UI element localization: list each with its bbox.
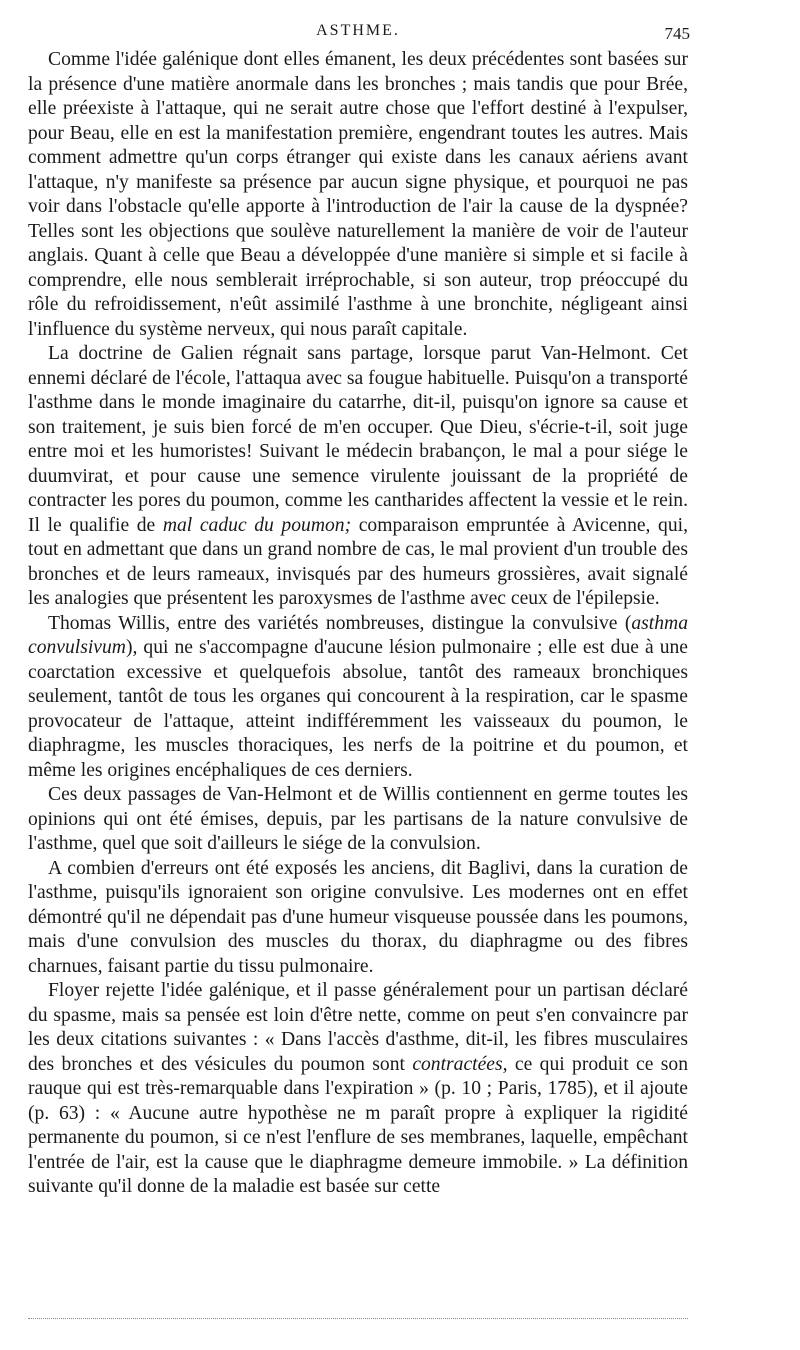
text-segment: Floyer rejette l'idée galénique, et il passe généralement pour un partisan déclaré du spasme, mais sa pensée est loin d'être nette, comme on peut s'en convaincre par les deux citations suivantes : « Dans l'accès d'asthme, dit-il, les fibres musculaires des bronches et des vésicules du poumon sont bbox=[28, 980, 688, 1075]
page-number: 745 bbox=[664, 24, 690, 43]
paragraph bbox=[28, 979, 688, 1200]
paragraph bbox=[28, 342, 688, 612]
paragraph bbox=[28, 612, 688, 784]
text-segment: Ces deux passages de Van-Helmont et de Willis contiennent en germe toutes les opinions qui ont été émises, depuis, par les partisans de la nature convulsive de l'asthme, quel que soit d'ailleurs le siége de la convulsion. bbox=[28, 784, 688, 854]
running-head: ASTHME. bbox=[316, 22, 400, 39]
page-header bbox=[28, 22, 688, 48]
text-segment: ), qui ne s'accompagne d'aucune lésion pulmonaire ; elle est due à une coarctation excessive et quelquefois absolue, tantôt des rameaux bronchiques seulement, tantôt de tous les organes qui concourent à la respiration, car le spasme provocateur de l'attaque, atteint indifféremment les vaisseaux du poumon, le diaphragme, les muscles thoraciques, les nerfs de la poitrine et du poumon, et même les origines encéphaliques de ces derniers. bbox=[28, 637, 688, 781]
paragraph bbox=[28, 857, 688, 980]
text-segment: ce qui produit ce son rauque qui est très-remarquable dans l'expiration » (p. 10 ; Paris, 1785), et il ajoute (p. 63) : « Aucune autre hypothèse ne m paraît propre à expliquer la rigidité permanente du poumon, si ce n'est l'enflure de ses membranes, laquelle, empêchant l'entrée de l'air, est la cause que le diaphragme demeure immobile. » La définition suivante qu'il donne de la maladie est basée sur cette bbox=[28, 1053, 688, 1197]
italic-text: contractées, bbox=[412, 1053, 508, 1075]
text-segment: La doctrine de Galien régnait sans partage, lorsque parut Van-Helmont. Cet ennemi déclaré de l'école, l'attaqua avec sa fougue habituelle. Puisqu'on a transporté l'asthme dans le monde imaginaire du catarrhe, dit-il, puisqu'on ignore sa cause et son traitement, je suis bien forcé de m'en occuper. Que Dieu, s'écrie-t-il, soit juge entre moi et les humoristes! Suivant le médecin brabançon, le mal a pour siége le duumvirat, et pour cause une semence virulente jouissant de la propriété de contracter les pores du poumon, comme les cantharides affectent la vessie et le rein. Il le qualifie de bbox=[28, 343, 688, 536]
text-segment: Thomas Willis, entre des variétés nombreuses, distingue la convulsive ( bbox=[48, 612, 632, 634]
body-text bbox=[28, 48, 688, 1200]
paragraph bbox=[28, 48, 688, 342]
italic-text: asthma convulsivum bbox=[28, 612, 688, 658]
italic-text: mal caduc du poumon; bbox=[162, 514, 352, 536]
footer-rule bbox=[28, 1318, 688, 1319]
document-page bbox=[28, 22, 688, 1200]
paragraph bbox=[28, 783, 688, 857]
text-segment: Comme l'idée galénique dont elles émanent, les deux précédentes sont basées sur la présence d'une matière anormale dans les bronches ; mais tandis que pour Brée, elle préexiste à l'attaque, qui ne serait autre chose que l'effort destiné à l'expulser, pour Beau, elle en est la manifestation première, engendrant toutes les autres. Mais comment admettre qu'un corps étranger qui existe dans les canaux aériens avant l'attaque, n'y manifeste sa présence par aucun signe physique, et pourquoi ne pas voir dans l'obstacle qu'elle apporte à l'introduction de l'air la cause de la dyspnée? Telles sont les objections que soulève naturellement la manière de voir de l'auteur anglais. Quant à celle que Beau a développée d'une manière si simple et si facile à comprendre, elle nous semblerait irréprochable, si son auteur, trop préoccupé du rôle du refroidissement, n'eût assimilé l'asthme à une bronchite, négligeant ainsi l'influence du système nerveux, qui nous paraît capitale. bbox=[28, 49, 688, 340]
text-segment: A combien d'erreurs ont été exposés les anciens, dit Baglivi, dans la curation de l'asthme, puisqu'ils ignoraient son origine convulsive. Les modernes ont en effet démontré qu'il ne dépendait pas d'une humeur visqueuse poussée dans les poumons, mais d'une convulsion des muscles du thorax, du diaphragme ou des fibres charnues, faisant partie du tissu pulmonaire. bbox=[28, 857, 688, 977]
text-segment: comparaison empruntée à Avicenne, qui, tout en admettant que dans un grand nombre de cas, le mal provient d'un trouble des bronches et de leurs rameaux, invisqués par des humeurs grossières, avait signalé les analogies que présentent les paroxysmes de l'asthme avec ceux de l'épilepsie. bbox=[28, 514, 688, 609]
